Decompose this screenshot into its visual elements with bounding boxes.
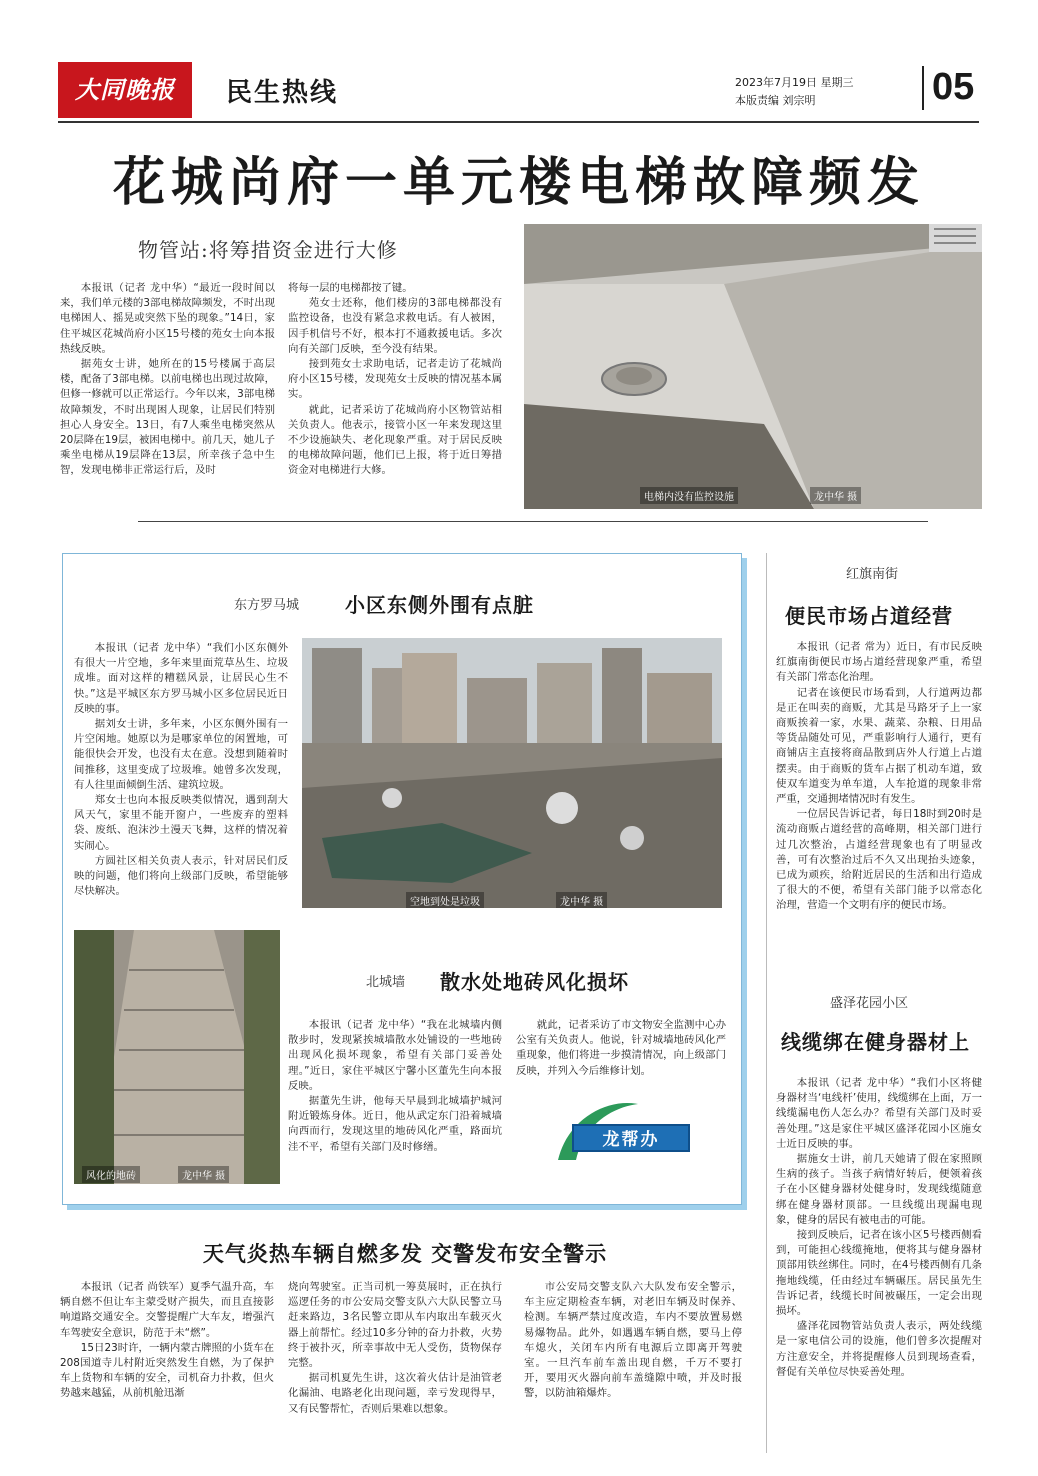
paragraph: 将每一层的电梯都按了键。 bbox=[288, 282, 413, 294]
story-body bbox=[776, 640, 982, 914]
story-location: 东方罗马城 bbox=[234, 598, 300, 613]
paragraph: 郑女士也向本报反映类似情况，遇到刮大风天气，家里不能开窗户，一些废弃的塑料袋、废纸、泡沫沙土漫天飞舞，这样的情况着实闹心。 bbox=[74, 794, 288, 852]
issue-date: 2023年7月19日 星期三 bbox=[735, 76, 854, 89]
photo-caption: 风化的地砖 bbox=[82, 1166, 140, 1183]
lead-subhead: 物管站:将筹措资金进行大修 bbox=[138, 238, 398, 262]
lead-headline: 花城尚府一单元楼电梯故障频发 bbox=[112, 152, 925, 213]
paragraph: 本报讯（记者 龙中华）“我们小区将健身器材当‘电线杆’使用，线缆绑在上面，万一线缆漏电伤人怎么办？希望有关部门及时妥善处理。”这是家住平城区盛泽花园小区施女士近日反映的事。 bbox=[776, 1077, 982, 1150]
garbage-lot-photo bbox=[302, 638, 722, 908]
paragraph: 15日23时许，一辆内蒙古牌照的小货车在208国道寺儿村附近突然发生自燃，为了保护车上货物和车辆的安全，司机奋力扑救，但火势越来越猛，从前机舱迅渐 bbox=[60, 1341, 274, 1400]
story-body bbox=[776, 1076, 982, 1380]
story-title: 便民市场占道经营 bbox=[785, 604, 953, 628]
paragraph: 本报讯（记者 龙中华）“最近一段时间以来，我们单元楼的3部电梯故障频发，不时出现电梯困人、摇晃或突然下坠的现象。”14日，家住平城区花城尚府小区15号楼的苑女士向本报热线反映。 bbox=[60, 282, 275, 355]
paragraph: 据刘女士讲，多年来，小区东侧外围有一片空闲地。她原以为是哪家单位的闲置地，可能很快会开发，也没有太在意。没想到随着时间推移，这里变成了垃圾堆。她曾多次发现，有人往里面倾倒生活、建筑垃圾。 bbox=[74, 718, 288, 791]
paragraph: 一位居民告诉记者，每日18时到20时是流动商贩占道经营的高峰期，相关部门进行过几次整治，占道经营现象也有了明显改善，可有次整治过后不久又出现抬头迹象，已成为顽疾，给附近居民的生活和出行造成了很大的不便，希望有关部门能予以常态化治理，营造一个文明有序的便民市场。 bbox=[776, 808, 982, 912]
elevator-ceiling-illustration bbox=[524, 224, 982, 509]
story-location: 盛泽花园小区 bbox=[830, 996, 909, 1011]
story-title: 散水处地砖风化损坏 bbox=[440, 970, 629, 994]
story-body bbox=[74, 641, 288, 899]
elevator-ceiling-photo bbox=[524, 224, 982, 509]
lead-column-2 bbox=[288, 281, 502, 479]
story-body bbox=[516, 1018, 726, 1079]
photo-credit: 龙中华 摄 bbox=[556, 892, 607, 908]
story-location: 红旗南街 bbox=[846, 567, 899, 582]
story-location: 北城墙 bbox=[366, 975, 406, 990]
column-badge bbox=[548, 1098, 708, 1170]
paragraph: 市公安局交警支队六大队发布安全警示，车主应定期检查车辆，对老旧车辆及时保养、检测。车辆严禁过度改造，车内不要放置易燃易爆物品。此外，如遇遇车辆自燃，要马上停车熄火，关闭车内所有电源后立即离开驾驶室。一旦汽车前车盖出现自燃，千万不要打开，要用灭火器向前车盖缝隙中喷，并及时报警，以防油箱爆炸。 bbox=[524, 1281, 742, 1400]
weathered-bricks-illustration bbox=[74, 930, 280, 1184]
paragraph: 方圆社区相关负责人表示，针对居民们反映的问题，他们将向上级部门反映，希望能够尽快解决。 bbox=[74, 854, 288, 898]
page-editor: 本版责编 刘宗明 bbox=[735, 94, 816, 107]
paragraph: 烧向驾驶室。正当司机一筹莫展时，正在执行巡逻任务的市公安局交警支队六大队民警立马赶来路边，3名民警立即从车内取出车载灭火器上前帮忙。经过10多分钟的奋力扑救，火势终于被扑灭，所幸事故中无人受伤，货物保存完整。 bbox=[288, 1281, 502, 1370]
photo-caption: 电梯内没有监控设施 bbox=[640, 487, 738, 504]
paragraph: 接到苑女士求助电话，记者走访了花城尚府小区15号楼，发现苑女士反映的情况基本属实。 bbox=[288, 358, 502, 401]
story-title: 小区东侧外围有点脏 bbox=[345, 593, 534, 617]
bottom-headline: 天气炎热车辆自燃多发 交警发布安全警示 bbox=[202, 1241, 608, 1266]
garbage-lot-illustration bbox=[302, 638, 722, 908]
paragraph: 据施女士讲，前几天她请了假在家照顾生病的孩子。当孩子病情好转后，便领着孩子在小区健身器材处健身时，发现线缆随意绑在健身器材顶部。一旦线缆出现漏电现象，健身的居民有被电击的可能。 bbox=[776, 1153, 982, 1226]
section-divider bbox=[138, 521, 928, 522]
column-rule bbox=[766, 553, 767, 1453]
paragraph: 据苑女士讲，她所在的15号楼属于高层楼，配备了3部电梯。以前电梯也出现过故障，但修一修就可以正常运行。今年以来，3部电梯故障频发，不时出现困人现象，让居民们特别担心人身安全。13日，有7人乘坐电梯突然从20层降在19层，被困电梯中。前几天，她儿子乘坐电梯从19层降在13层，所幸孩子急中生智，发现电梯非正常运行后，及时 bbox=[60, 358, 275, 477]
story-body bbox=[524, 1280, 742, 1402]
header-rule bbox=[58, 121, 979, 123]
paragraph: 本报讯（记者 龙中华）“我在北城墙内侧散步时，发现紧挨城墙散水处铺设的一些地砖出现风化损坏现象，希望有关部门妥善处理。”近日，家住平城区宁馨小区董先生向本报反映。 bbox=[288, 1019, 502, 1092]
photo-caption: 空地到处是垃圾 bbox=[406, 892, 484, 908]
paragraph: 就此，记者采访了市文物安全监测中心办公室有关负责人。他说，针对城墙地砖风化严重现象，他们将进一步摸清情况，向上级部门反映，并列入今后维修计划。 bbox=[516, 1019, 726, 1077]
paragraph: 据司机夏先生讲，这次着火估计是油管老化漏油、电路老化出现问题，幸亏发现得早，又有民警帮忙，否则后果难以想象。 bbox=[288, 1372, 502, 1415]
header-divider bbox=[922, 66, 924, 110]
paragraph: 接到反映后，记者在该小区5号楼西侧看到，可能担心线缆掩地，便将其与健身器材顶部用铁丝绑住。同时，在4号楼西侧有几条拖地线缆，任由经过车辆碾压。居民虽先生告诉记者，线缆长时间被碾压，一定会出现损坏。 bbox=[776, 1229, 982, 1318]
section-title: 民生热线 bbox=[226, 78, 339, 108]
paragraph: 苑女士还称，他们楼房的3部电梯都没有监控设备，也没有紧急求救电话。有人被困，因手机信号不好，根本打不通救援电话。多次向有关部门反映，至今没有结果。 bbox=[288, 297, 502, 355]
story-body bbox=[60, 1280, 274, 1402]
photo-credit: 龙中华 摄 bbox=[178, 1166, 229, 1183]
story-body bbox=[288, 1018, 502, 1155]
page-number: 05 bbox=[932, 66, 975, 108]
story-title: 线缆绑在健身器材上 bbox=[781, 1030, 970, 1054]
paragraph: 就此，记者采访了花城尚府小区物管站相关负责人。他表示，接管小区一年来发现这里不少设施缺失、老化现象严重。对于居民反映的电梯故障问题，他们已上报，将于近日筹措资金对电梯进行大修。 bbox=[288, 403, 502, 477]
photo-credit: 龙中华 摄 bbox=[810, 487, 861, 504]
paragraph: 本报讯（记者 龙中华）“我们小区东侧外有很大一片空地，多年来里面荒草丛生、垃圾成堆。面对这样的糟糕风景，让居民心生不快。”这是平城区东方罗马城小区多位居民近日反映的事。 bbox=[74, 642, 288, 715]
newspaper-logo: 大同晚报 bbox=[58, 62, 192, 118]
lead-column-1 bbox=[60, 281, 275, 479]
paragraph: 本报讯（记者 尚铁军）夏季气温升高，车辆自燃不但让车主蒙受财产损失，而且直接影响道路交通安全。交警提醒广大车友，增强汽车驾驶安全意识，防范于未“燃”。 bbox=[60, 1281, 274, 1339]
paragraph: 盛泽花园物管站负责人表示，两处线缆是一家电信公司的设施，他们曾多次提醒对方注意安全，并将提醒修人员到现场查看，督促有关单位尽快妥善处理。 bbox=[776, 1320, 982, 1378]
weathered-bricks-photo bbox=[74, 930, 280, 1184]
paragraph: 据董先生讲，他每天早晨到北城墙护城河附近锻炼身体。近日，他从武定东门沿着城墙向西而行，发现这里的地砖风化严重，路面坑洼不平，希望有关部门及时修缮。 bbox=[288, 1095, 502, 1153]
story-body bbox=[288, 1280, 502, 1417]
badge-label: 龙帮办 bbox=[572, 1124, 690, 1152]
paragraph: 本报讯（记者 常为）近日，有市民反映红旗南街便民市场占道经营现象严重，希望有关部门常态化治理。 bbox=[776, 641, 982, 684]
paragraph: 记者在该便民市场看到，人行道两边都是正在叫卖的商贩，尤其是马路牙子上一家商贩挨着一家，水果、蔬菜、杂粮、日用品等货品随处可见，严重影响行人通行，更有商铺店主直接将商品散到店外人行道上占道摆卖。由于商贩的货车占据了机动车道，致使双车道变为单车道，人车抢道的现象非常严重，交通拥堵情况时有发生。 bbox=[776, 686, 982, 806]
